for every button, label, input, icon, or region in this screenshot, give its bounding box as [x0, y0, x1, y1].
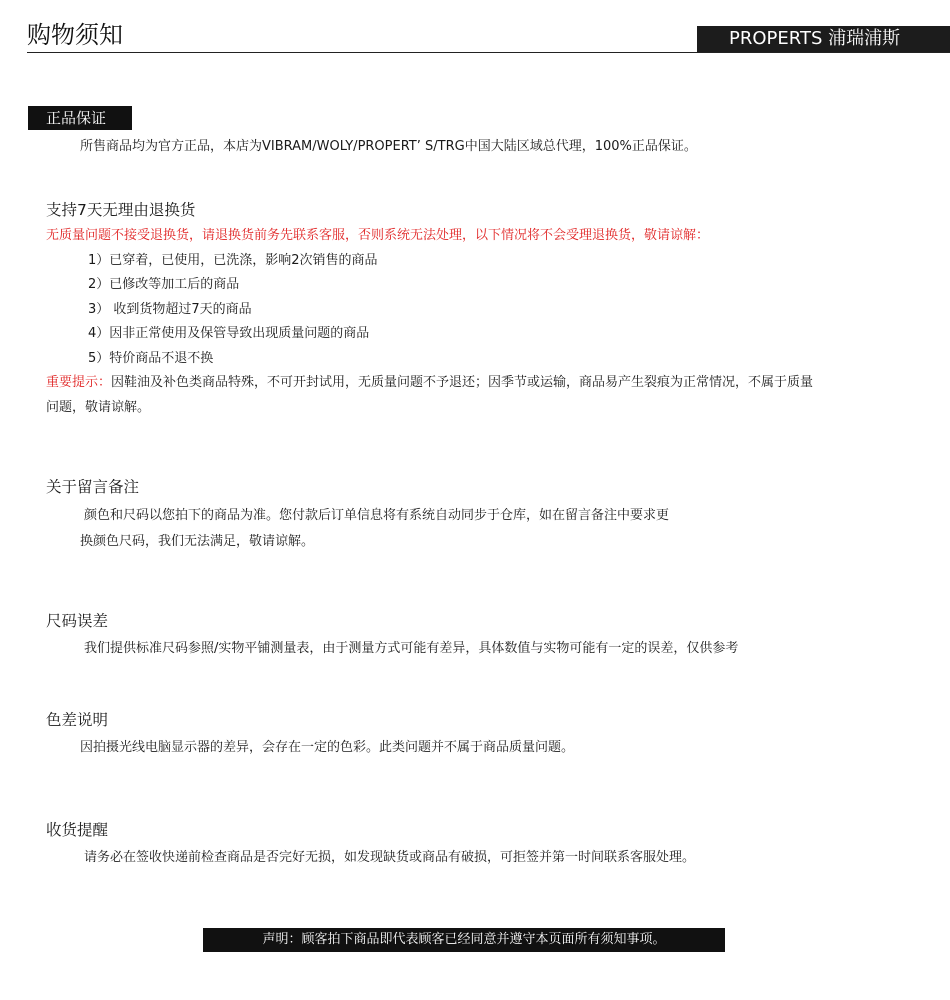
size-title: 尺码误差 — [46, 612, 109, 630]
receipt-title: 收货提醒 — [46, 821, 109, 839]
list-item: 5）特价商品不退不换 — [88, 351, 214, 366]
statement-banner: 声明：顾客拍下商品即代表顾客已经同意并遵守本页面所有须知事项。 — [203, 928, 725, 952]
receipt-text: 请务必在签收快递前检查商品是否完好无损，如发现缺货或商品有破损，可拒签并第一时间联系客服处理。 — [84, 850, 696, 865]
notice-text: 因鞋油及补色类商品特殊，不可开封试用，无质量问题不予退还；因季节或运输，商品易产生裂痕为正常情况，不属于质量 — [111, 375, 814, 390]
header-divider — [27, 52, 950, 53]
returns-notice — [46, 374, 813, 392]
list-item: 2）已修改等加工后的商品 — [88, 277, 240, 292]
notice-label: 重要提示： — [46, 375, 112, 390]
authentic-text: 所售商品均为官方正品，本店为VIBRAM/WOLY/PROPERT’ S/TRG中国大陆区域总代理，100%正品保证。 — [80, 139, 697, 154]
list-item: 4）因非正常使用及保管导致出现质量问题的商品 — [88, 326, 370, 341]
returns-title: 支持7天无理由退换货 — [46, 201, 196, 219]
returns-warning: 无质量问题不接受退换货，请退换货前务先联系客服，否则系统无法处理，以下情况将不会受理退换货，敬请谅解： — [46, 228, 710, 243]
list-item: 3） 收到货物超过7天的商品 — [88, 302, 252, 317]
remarks-title: 关于留言备注 — [46, 478, 140, 496]
color-text: 因拍摄光线电脑显示器的差异，会存在一定的色彩。此类问题并不属于商品质量问题。 — [80, 740, 575, 755]
brand-badge: PROPERTS 浦瑞浦斯 — [697, 26, 950, 52]
color-title: 色差说明 — [46, 711, 109, 729]
page-title: 购物须知 — [27, 21, 123, 49]
size-text: 我们提供标准尺码参照/实物平铺测量表，由于测量方式可能有差异，具体数值与实物可能有一定的误差，仅供参考 — [84, 641, 739, 656]
remarks-text-continued: 换颜色尺码，我们无法满足，敬请谅解。 — [80, 534, 315, 549]
notice-text-continued: 问题，敬请谅解。 — [46, 400, 151, 415]
authentic-tag: 正品保证 — [28, 106, 132, 130]
remarks-text: 颜色和尺码以您拍下的商品为准。您付款后订单信息将有系统自动同步于仓库，如在留言备注中要求更 — [84, 508, 670, 523]
list-item: 1）已穿着，已使用，已洗涤，影响2次销售的商品 — [88, 253, 378, 268]
